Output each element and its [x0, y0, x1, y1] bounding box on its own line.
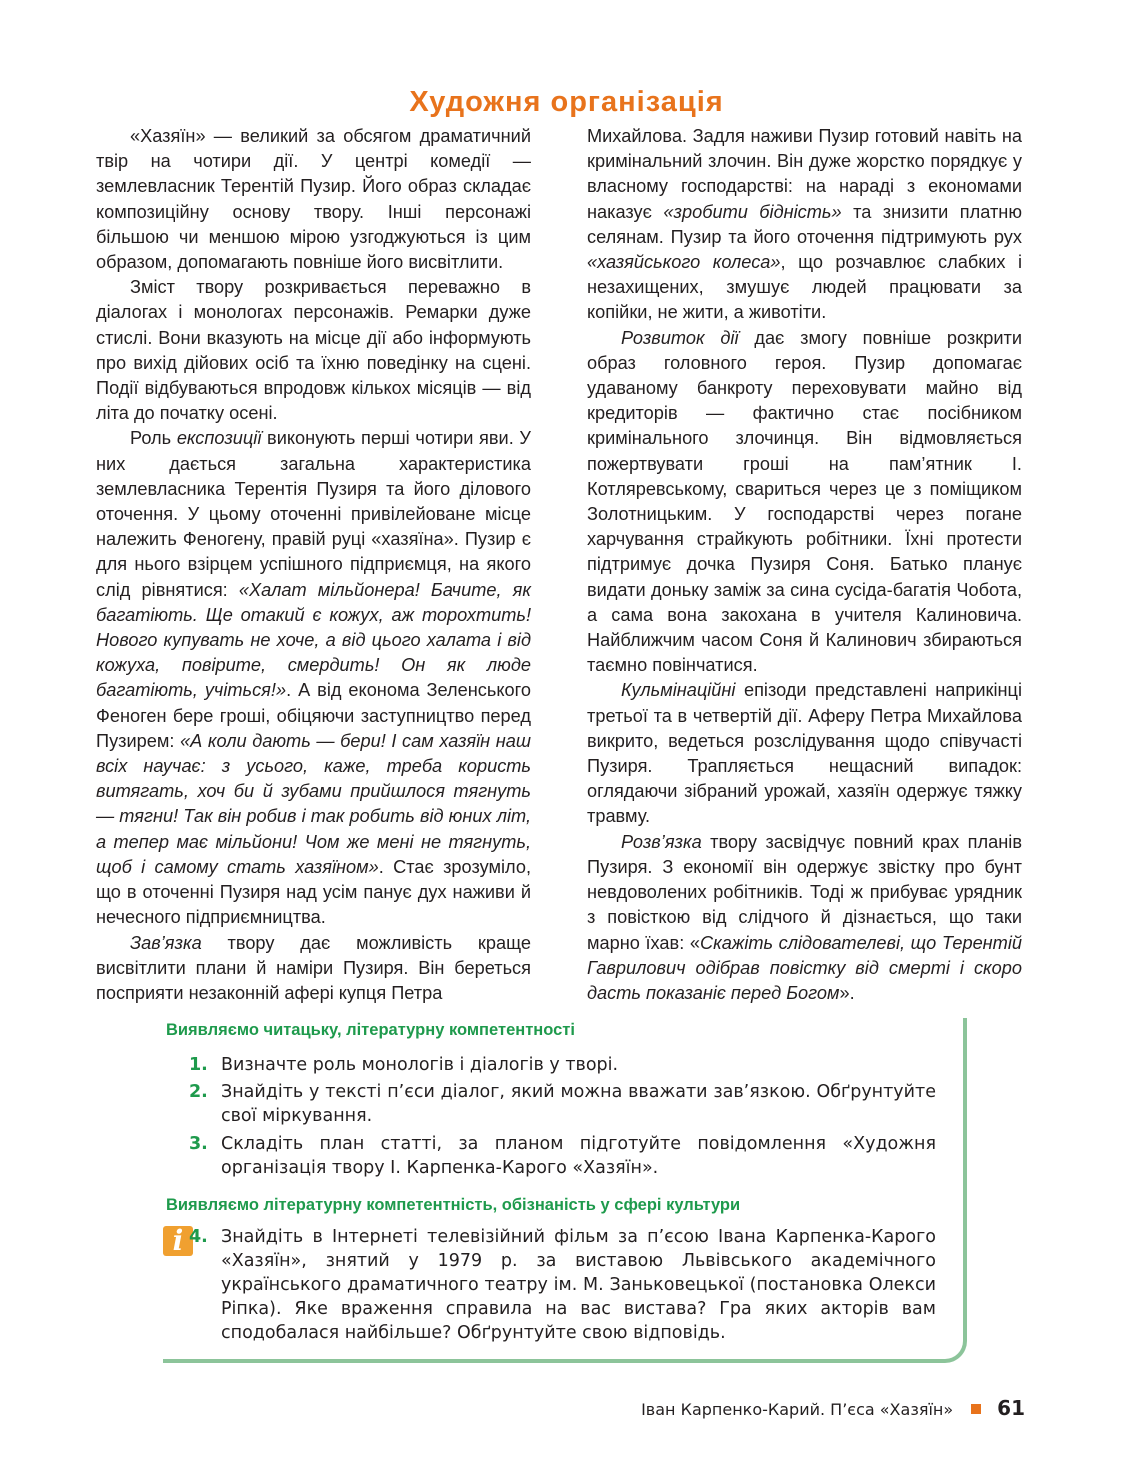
page-footer	[641, 1396, 1025, 1420]
task-number: 3.	[189, 1134, 208, 1154]
task-number: 4.	[189, 1227, 208, 1247]
square-bullet-icon	[971, 1404, 981, 1414]
quote: Скажіть слідователеві, що Терентій Гаврилович одібрав повістку від смерті і скоро дасть показаніє перед Богом	[587, 932, 1022, 1003]
paragraph: Михайлова. Задля наживи Пузир готовий навіть на кримінальний злочин. Він дуже жорстко порядкує у власному господарстві: на нараді з економами наказує «зробити бідність» та знизити платню селянам. Пузир та його оточення підтримують рух «хазяйського колеса», що розчавлює слабких і незахищених, змушує людей працювати за копійки, не жити, а животіти.	[587, 126, 1023, 323]
paragraph: Розвиток дії дає змогу повніше розкрити образ головного героя. Пузир допомагає удаваному банкроту переховувати майно від кредиторів — фактично стає посібником кримінального злочинця. Він відмовляється пожертвувати гроші на пам’ятник І. Котляревському, свариться через це з поміщиком Золотницьким. У господарстві через погане харчування страйкують робітники. Їхні протести підтримує дочка Пузиря Соня. Батько планує видати доньку заміж за сина сусіда-багатія Чобота, а сама вона закохана в учителя Калиновича. Найближчим часом Соня й Калинович збираються таємно повінчатися.	[587, 327, 1022, 676]
paragraph: Розв’язка твору засвідчує повний крах планів Пузиря. З економії він одержує звістку про бунт невдоволених робітників. Тоді ж прибуває урядник з повісткою від слідчого й дізнається, що таки марно їхав: «Скажіть слідователеві, що Терентій Гаврилович одібрав повістку від смерті і скоро дасть показаніє перед Богом».	[587, 831, 1022, 1003]
tasks-section-heading: Виявляємо літературну компетентність, обізнаність у сфері культури	[166, 1196, 741, 1214]
term-exposition: експозиції	[176, 428, 262, 449]
paragraph: Роль експозиції виконують перші чотири яви. У них дається загальна характеристика землевласника Терентія Пузиря та його ділового оточення. У цьому оточенні привілейоване місце належить Феногену, правій руці «хазяїна». Пузир є для нього взірцем успішного підприємця, на якого слід рівнятися: «Халат мільйонера! Бачите, як багатіють. Ще отакий є кожух, аж торохтить! Нового купувать не хоче, а від цього халата і від кожуха, повірите, смердить! Он як люде багатіють, учіться!». А від економа Зеленського Феноген бере гроші, обіцяючи заступництво перед Пузирем: «А коли дають — бери! І сам хазяїн наш всіх научає: з усього, каже, треба користь витягать, хоч би й зубами прийшлося тягнуть — тягни! Так він робив і так робить від юних літ, а тепер має мільйони! Чом же мені не тягнуть, щоб і самому стать хазяїном». Стає зрозуміло, що в оточенні Пузиря над усім панує дух наживи й нечесного підприємництва.	[96, 428, 532, 928]
quote: «А коли дають — бери! І сам хазяїн наш всіх научає: з усього, каже, треба користь витягать, хоч би й зубами прийшлося тягнуть — тягни! Так він робив і так робить від юних літ, а тепер має мільйони! Чом же мені не тягнуть, щоб і самому стать хазяїном»	[96, 730, 531, 877]
task-text: Знайдіть у тексті п’єси діалог, який можна вважати зав’язкою. Обґрунтуйте свої міркування.	[221, 1082, 936, 1126]
section-title: Художня організація	[409, 86, 724, 118]
task-item	[189, 1080, 936, 1128]
task-text: Визначте роль монологів і діалогів у творі.	[221, 1055, 619, 1075]
task-text: Знайдіть в Інтернеті телевізійний фільм за п’єсою Івана Карпенка-Карого «Хазяїн», знятий у 1979 р. за виставою Львівського академічного українського драматичного театру ім. М. Заньковецької (постановка Олекси Ріпка). Яке враження справила на вас вистава? Гра яких акторів вам сподобалася найбільше? Обґрунтуйте свою відповідь.	[221, 1227, 936, 1343]
tasks-section-heading: Виявляємо читацьку, літературну компетентності	[166, 1021, 575, 1039]
quote: «зробити бідність»	[663, 201, 842, 222]
quote: «хазяйського колеса»	[587, 252, 781, 273]
tasks-box	[163, 1018, 967, 1363]
term-plot-start: Зав’язка	[130, 932, 202, 953]
quote: «Халат мільйонера! Бачите, як багатіють. Ще отакий є кожух, аж торохтить! Нового купувать не хоче, а від цього халата і від кожуха, повірите, смердить! Он як люде багатіють, учіться!»	[96, 579, 531, 701]
task-item	[189, 1132, 936, 1180]
text-column-left	[96, 124, 531, 1006]
term-development: Розвиток дії	[621, 327, 739, 348]
paragraph: «Хазяїн» — великий за обсягом драматичний твір на чотири дії. У центрі комедії — землевласник Терентій Пузир. Його образ складає композиційну основу твору. Інші персонажі більшою чи меншою мірою узгоджуються із цим образом, допомагають повніше його висвітлити.	[96, 126, 531, 273]
task-text: Складіть план статті, за планом підготуйте повідомлення «Художня організація твору І. Карпенка-Карого «Хазяїн».	[221, 1134, 936, 1178]
running-title: Іван Карпенко-Карий. П’єса «Хазяїн»	[641, 1400, 954, 1419]
info-icon: i	[163, 1226, 193, 1256]
task-item	[189, 1225, 936, 1345]
paragraph: Кульмінаційні епізоди представлені наприкінці третьої та в четвертій дії. Аферу Петра Михайлова викрито, ведеться розслідування щодо співучасті Пузиря. Трапляється нещасний випадок: оглядаючи зібраний урожай, хазяїн одержує тяжку травму.	[587, 680, 1022, 827]
term-climax: Кульмінаційні	[621, 680, 736, 701]
task-number: 1.	[189, 1055, 208, 1075]
task-number: 2.	[189, 1082, 208, 1102]
term-denouement: Розв’язка	[621, 831, 702, 852]
task-item	[189, 1053, 936, 1077]
paragraph: Зміст твору розкривається переважно в діалогах і монологах персонажів. Ремарки дуже стислі. Вони вказують на місце дії або інформують про вихід дійових осіб та їхню поведінку на сцені. Події відбуваються впродовж кількох місяців — від літа до початку осені.	[96, 277, 531, 424]
text-column-right	[587, 124, 1022, 1006]
page-number: 61	[997, 1396, 1025, 1420]
paragraph: Зав’язка твору дає можливість краще висвітлити плани й наміри Пузиря. Він береться посприяти незаконній афері купця Петра	[96, 932, 531, 1003]
